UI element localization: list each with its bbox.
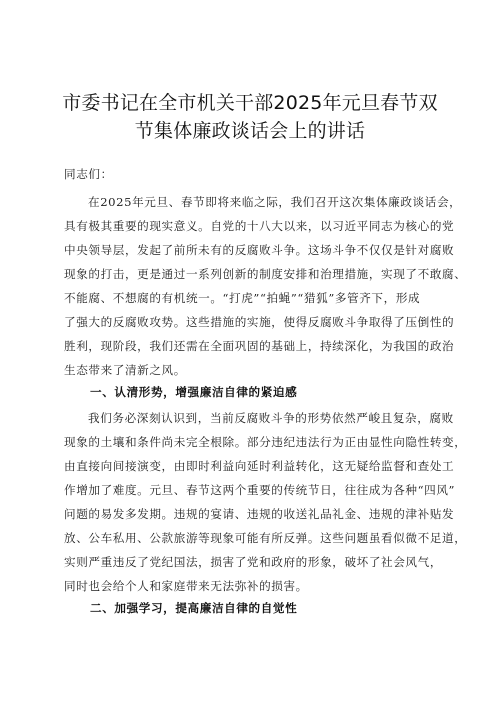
document-title-line-2: 节集体廉政谈话会上的讲话 bbox=[134, 120, 366, 142]
intro-paragraph-line: 中央领导层，发起了前所未有的反腐败斗争。这场斗争不仅仅是针对腐败 bbox=[64, 243, 455, 257]
section1-paragraph-line: 现象的土壤和条件尚未完全根除。部分违纪违法行为正由显性向隐性转变， bbox=[64, 435, 467, 449]
intro-paragraph-line: 现象的打击，更是通过一系列创新的制度安排和治理措施，实现了不敢腐、 bbox=[64, 267, 467, 281]
section1-paragraph-line: 我们务必深刻认识到，当前反腐败斗争的形势依然严峻且复杂，腐败 bbox=[88, 411, 454, 425]
section1-paragraph-line: 同时也会给个人和家庭带来无法弥补的损害。 bbox=[64, 579, 308, 593]
section1-paragraph-line: 问题的易发多发期。违规的宴请、违规的收送礼品礼金、违规的津补贴发 bbox=[64, 507, 455, 521]
section-heading-2: 二、加强学习，提高廉洁自律的自觉性 bbox=[90, 601, 298, 615]
intro-paragraph-line: 在2025年元旦、春节即将来临之际，我们召开这次集体廉政谈话会， bbox=[88, 195, 462, 209]
section1-paragraph-line: 由直接向间接演变，由即时利益向延时利益转化，这无疑给监督和查处工 bbox=[64, 459, 455, 473]
section1-paragraph-line: 作增加了难度。元旦、春节这两个重要的传统节日，往往成为各种“四风” bbox=[64, 483, 456, 497]
intro-paragraph-line: 具有极其重要的现实意义。自党的十八大以来，以习近平同志为核心的党 bbox=[64, 219, 455, 233]
intro-paragraph-line: 不能腐、不想腐的有机统一。“打虎”“拍蝇”“猎狐”多管齐下，形成 bbox=[64, 291, 421, 305]
intro-paragraph-line: 生态带来了清新之风。 bbox=[64, 363, 186, 377]
document-title-line-1: 市委书记在全市机关干部2025年元旦春节双 bbox=[62, 92, 438, 114]
intro-paragraph-line: 胜利，现阶段，我们还需在全面巩固的基础上，持续深化，为我国的政治 bbox=[64, 339, 455, 353]
salutation: 同志们： bbox=[64, 167, 113, 181]
section-heading-1: 一、认清形势，增强廉洁自律的紧迫感 bbox=[90, 385, 298, 399]
intro-paragraph-line: 了强大的反腐败攻势。这些措施的实施，使得反腐败斗争取得了压倒性的 bbox=[64, 315, 455, 329]
section1-paragraph-line: 实则严重违反了党纪国法，损害了党和政府的形象，破坏了社会风气， bbox=[64, 555, 443, 569]
section1-paragraph-line: 放、公车私用、公款旅游等现象可能有所反弹。这些问题虽看似微不足道， bbox=[64, 531, 467, 545]
